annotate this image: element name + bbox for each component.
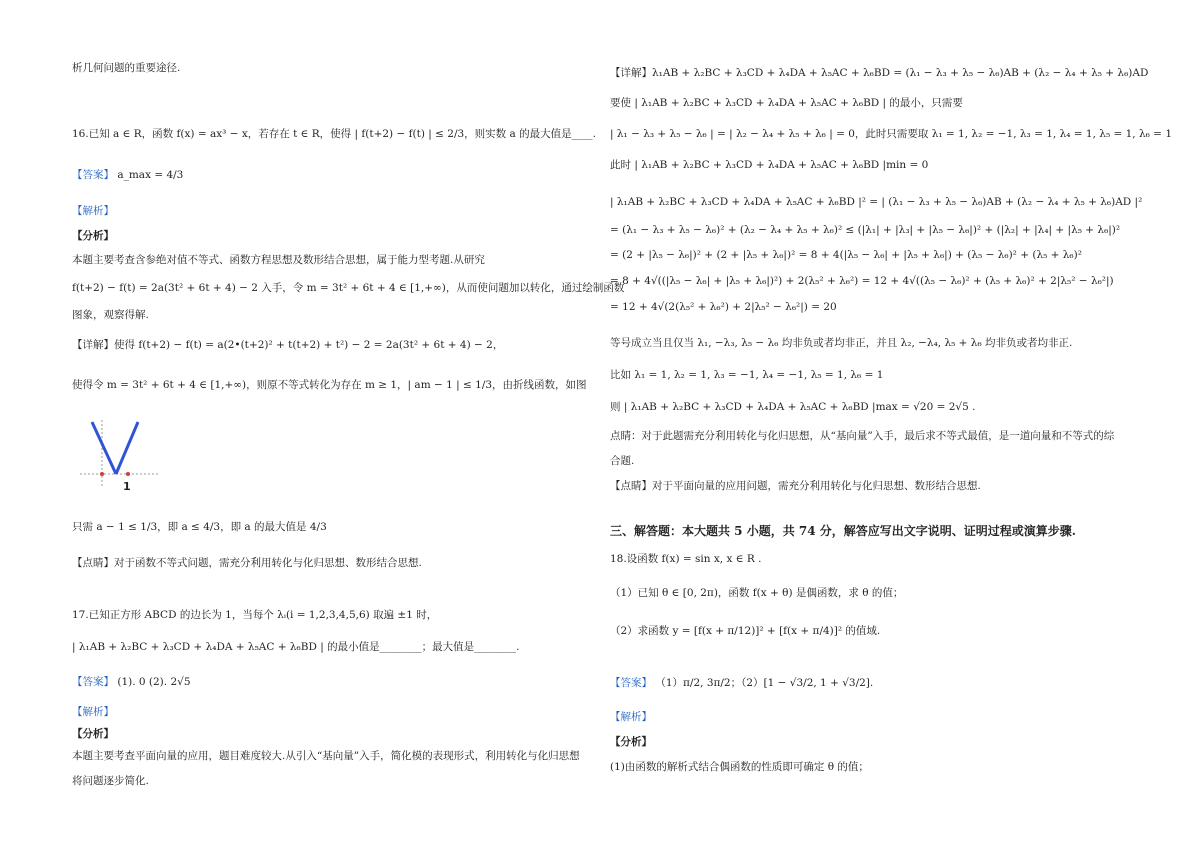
- answer-tag: 【答案】: [610, 677, 652, 689]
- answer-value: （1）π/2, 3π/2；（2）[1 − √3/2, 1 + √3/2].: [655, 677, 874, 689]
- text-line: 合题.: [610, 455, 635, 467]
- formula-line: = (λ₁ − λ₃ + λ₅ − λ₆)² + (λ₂ − λ₄ + λ₅ + λ₆)² ≤ (|λ₁| + |λ₃| + |λ₅ − λ₆|)² + (|λ₂| + |λ₄| + |λ₅ + λ₆|)²: [610, 224, 1121, 236]
- section-heading: 三、解答题：本大题共 5 小题，共 74 分，解答应写出文字说明、证明过程或演算步骤.: [610, 524, 1076, 538]
- text-line: 析几何问题的重要途径.: [72, 62, 181, 74]
- problem-18-part2: （2）求函数 y = [f(x + π/12)]² + [f(x + π/4)]² 的值域.: [610, 625, 881, 637]
- formula-line: = 12 + 4√(2(λ₅² + λ₆²) + 2|λ₅² − λ₆²|) = 20: [610, 301, 837, 313]
- text-line: 使得令 m = 3t² + 6t + 4 ∈ [1,+∞)，则原不等式转化为存在 m ≥ 1，| am − 1 | ≤ 1/3，由折线函数，如图: [72, 379, 587, 391]
- graph-tick-label: 1: [123, 480, 131, 493]
- formula-line: = (2 + |λ₅ − λ₆|)² + (2 + |λ₅ + λ₆|)² = 8 + 4(|λ₅ − λ₆| + |λ₅ + λ₆|) + (λ₅ − λ₆)² + (λ₅ + λ₆)²: [610, 249, 1082, 261]
- answer-17: [72, 675, 191, 689]
- graph-point: [100, 472, 104, 476]
- text-line: 等号成立当且仅当 λ₁, −λ₃, λ₅ − λ₆ 均非负或者均非正，并且 λ₂, −λ₄, λ₅ + λ₆ 均非负或者均非正.: [610, 337, 1073, 349]
- graph-left-branch: [92, 422, 116, 474]
- detail-17: 【详解】λ₁AB + λ₂BC + λ₃CD + λ₄DA + λ₅AC + λ₆BD = (λ₁ − λ₃ + λ₅ − λ₆)AB + (λ₂ − λ₄ + λ₅ + λ₆)AD: [610, 67, 1149, 79]
- problem-17-cont: | λ₁AB + λ₂BC + λ₃CD + λ₄DA + λ₅AC + λ₆BD | 的最小值是________；最大值是________.: [72, 641, 520, 653]
- formula-line: = 8 + 4√((|λ₅ − λ₆| + |λ₅ + λ₆|)²) + 2(λ₅² + λ₆²) = 12 + 4√((λ₅ − λ₆)² + (λ₅ + λ₆)² + 2|λ₅² − λ₆²|): [610, 275, 1114, 287]
- text-line: 将问题逐步简化.: [72, 775, 149, 787]
- detail-16: 【详解】使得 f(t+2) − f(t) = a(2•(t+2)² + t(t+2) + t²) − 2 = 2a(3t² + 6t + 4) − 2，: [72, 339, 504, 351]
- problem-16: 16.已知 a ∈ R，函数 f(x) = ax³ − x，若存在 t ∈ R，使得 | f(t+2) − f(t) | ≤ 2/3，则实数 a 的最大值是____.: [72, 128, 596, 140]
- graph-right-branch: [116, 422, 138, 474]
- text-line: 此时 | λ₁AB + λ₂BC + λ₃CD + λ₄DA + λ₅AC + λ₆BD |min = 0: [610, 159, 929, 171]
- answer-value: (1). 0 (2). 2√5: [117, 676, 191, 688]
- text-line: (1)由函数的解析式结合偶函数的性质即可确定 θ 的值；: [610, 761, 869, 773]
- answer-value: a_max = 4/3: [117, 169, 184, 181]
- problem-17: 17.已知正方形 ABCD 的边长为 1，当每个 λᵢ(i = 1,2,3,4,5,6) 取遍 ±1 时，: [72, 609, 438, 621]
- answer-tag: 【答案】: [72, 169, 114, 181]
- jiexi-tag: 【解析】: [72, 706, 114, 718]
- answer-18: [610, 676, 873, 690]
- text-line: 本题主要考查平面向量的应用，题目难度较大.从引入“基向量”入手，简化模的表现形式，利用转化与化归思想: [72, 750, 580, 762]
- text-line: 则 | λ₁AB + λ₂BC + λ₃CD + λ₄DA + λ₅AC + λ₆BD |max = √20 = 2√5 .: [610, 401, 976, 413]
- text-line: 比如 λ₁ = 1, λ₂ = 1, λ₃ = −1, λ₄ = −1, λ₅ = 1, λ₆ = 1: [610, 369, 884, 381]
- polyline-graph: [78, 418, 160, 494]
- text-line: f(t+2) − f(t) = 2a(3t² + 6t + 4) − 2 入手，令 m = 3t² + 6t + 4 ∈ [1,+∞)，从而使问题加以转化，通过绘制函数: [72, 282, 625, 294]
- text-line: 只需 a − 1 ≤ 1/3，即 a ≤ 4/3，即 a 的最大值是 4/3: [72, 521, 327, 533]
- jiexi-tag: 【解析】: [72, 205, 114, 217]
- problem-18: 18.设函数 f(x) = sin x, x ∈ R .: [610, 553, 762, 565]
- text-line: 要使 | λ₁AB + λ₂BC + λ₃CD + λ₄DA + λ₅AC + λ₆BD | 的最小，只需要: [610, 97, 963, 109]
- problem-18-part1: （1）已知 θ ∈ [0, 2π)，函数 f(x + θ) 是偶函数，求 θ 的值；: [610, 587, 904, 599]
- formula-line: | λ₁AB + λ₂BC + λ₃CD + λ₄DA + λ₅AC + λ₆BD |² = | (λ₁ − λ₃ + λ₅ − λ₆)AB + (λ₂ − λ₄ + λ₅ + λ₆)AD |²: [610, 196, 1143, 208]
- fenxi-tag: 【分析】: [610, 736, 652, 748]
- dianjing-16: 【点睛】对于函数不等式问题，需充分利用转化与化归思想、数形结合思想.: [72, 557, 422, 569]
- text-line: 点睛：对于此题需充分利用转化与化归思想，从“基向量”入手，最后求不等式最值，是一道向量和不等式的综: [610, 430, 1115, 442]
- answer-16: [72, 168, 183, 182]
- text-line: 本题主要考查含参绝对值不等式、函数方程思想及数形结合思想，属于能力型考题.从研究: [72, 254, 485, 266]
- text-line: 图象，观察得解.: [72, 309, 149, 321]
- fenxi-tag: 【分析】: [72, 728, 114, 740]
- answer-tag: 【答案】: [72, 676, 114, 688]
- jiexi-tag: 【解析】: [610, 711, 652, 723]
- fenxi-tag: 【分析】: [72, 230, 114, 242]
- text-line: | λ₁ − λ₃ + λ₅ − λ₆ | = | λ₂ − λ₄ + λ₅ + λ₆ | = 0，此时只需要取 λ₁ = 1, λ₂ = −1, λ₃ = 1, λ₄ = 1, λ₅ = 1, λ₆ = 1: [610, 128, 1172, 140]
- dianjing-17: 【点睛】对于平面向量的应用问题，需充分利用转化与化归思想、数形结合思想.: [610, 480, 981, 492]
- graph-point: [126, 472, 130, 476]
